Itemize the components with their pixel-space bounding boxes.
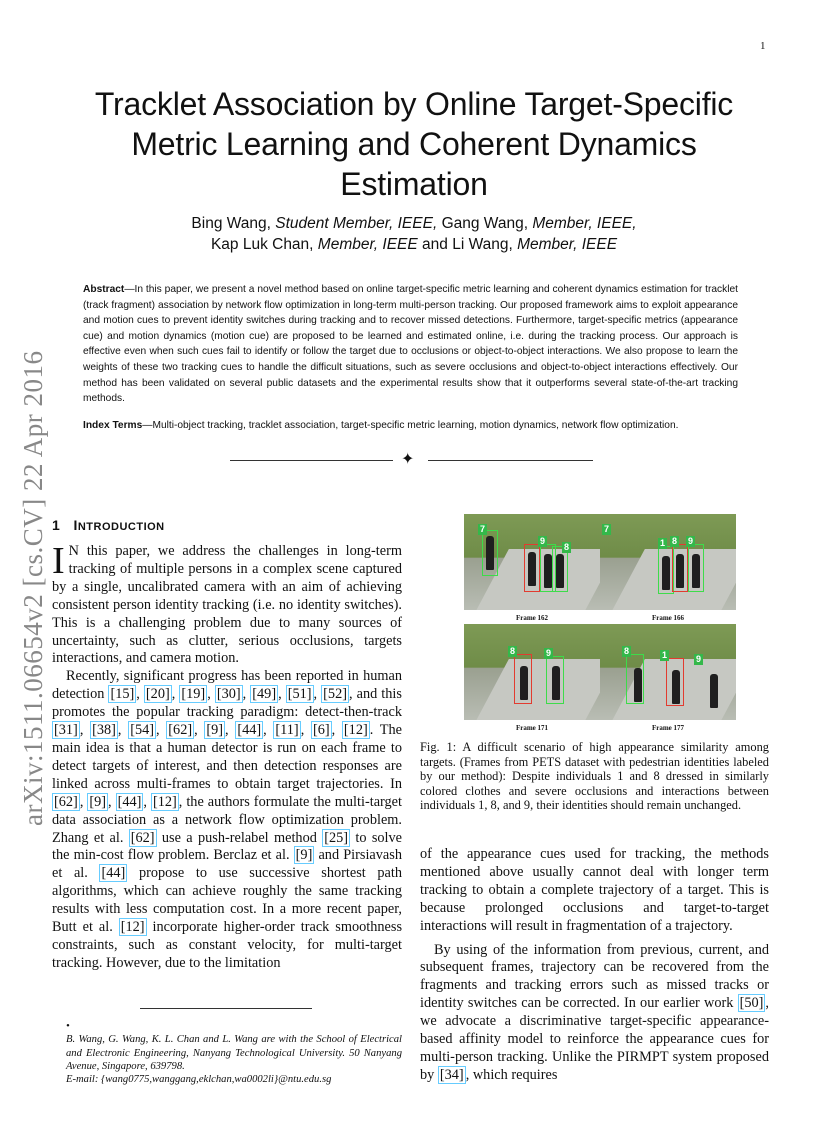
citation-link[interactable]: [9] xyxy=(206,722,224,739)
figure-caption: Fig. 1: A difficult scenario of high appearance similarity among targets. (Frames from PETS dataset with pedestrian identities labeled by our method): Despite individuals 1 and 8 dressed in similarly colored clothes and severe occlusions and interactions between individuals 1, 8, and 9, their identities should remain unchanged. xyxy=(420,740,769,813)
paragraph-text: , and this promotes the popular tracking paradigm: detect-then-track xyxy=(52,686,402,721)
section-title-initial: I xyxy=(73,517,78,533)
author-role: Student Member, IEEE, xyxy=(275,215,438,232)
index-terms-label: Index Terms xyxy=(83,420,143,431)
track-id-label: 8 xyxy=(510,646,516,656)
track-id-label: 1 xyxy=(660,538,666,548)
footnote-rule xyxy=(140,1008,312,1009)
footnote-bullet: • xyxy=(66,1021,70,1032)
author-role: Member, IEEE, xyxy=(532,215,637,232)
citation-link[interactable]: [12] xyxy=(343,722,368,739)
track-id-label: 8 xyxy=(672,536,678,546)
left-column xyxy=(52,540,403,973)
citation-link[interactable]: [44] xyxy=(117,793,142,810)
video-frame xyxy=(600,624,736,720)
divider-star-icon: ✦ xyxy=(401,451,415,468)
title-line: Estimation xyxy=(340,166,488,202)
citation-link[interactable]: [34] xyxy=(439,1066,464,1083)
paragraph-text: , we advocate a discriminative target-specific appearance-based affinity model to reinforce the appearance cues for multi-person tracking. Unlike the PIRMPT system proposed by xyxy=(420,995,769,1083)
abstract-text: —In this paper, we present a novel method based on online target-specific metric learning and coherent dynamics estimation for tracklet (track fragment) association by network flow optimization in long-term multi-person tracking. Our proposed framework aims to exploit appearance and motion cues to prevent identity switches during tracking and to recover missed detections. Furthermore, target-specific metrics (appearance cue) and motion dynamics (motion cue) are proposed to be learned and estimated online, i.e. during the tracking process. Our approach is effective even when such cues fail to identify or follow the target due to occlusions or object-to-object interactions. We also propose to learn the weights of these two tracking cues to handle the difficult situations, such as severe occlusions and object-to-object interactions effectively. Our method has been validated on several public datasets and the experimental results show that it outperforms several state-of-the-art tracking methods. xyxy=(83,284,738,405)
citation-link[interactable]: [25] xyxy=(324,829,349,846)
author-name: Kap Luk Chan, xyxy=(210,236,318,253)
track-id-label: 9 xyxy=(540,536,546,546)
body-paragraph: of the appearance cues used for tracking, the methods mentioned above usually cannot deal with longer term tracking to obtain a complete trajectory of a target. This is because prolonged occlusions and target-to-target interactions will result in fragmentation of a trajectory. xyxy=(420,846,769,934)
frame-label: Frame 177 xyxy=(651,724,685,732)
section-number: 1 xyxy=(52,517,61,533)
abstract xyxy=(83,282,738,407)
divider-line xyxy=(230,460,393,461)
paper-title xyxy=(40,84,788,204)
citation-link[interactable]: [49] xyxy=(252,686,277,703)
figure-1 xyxy=(420,512,770,732)
drop-cap: I xyxy=(52,540,65,582)
citation-link[interactable]: [62] xyxy=(54,793,78,810)
section-heading xyxy=(52,517,165,533)
author-line-2 xyxy=(60,234,768,255)
video-frame xyxy=(464,514,600,610)
page-number: 1 xyxy=(760,40,766,52)
citation-link[interactable]: [62] xyxy=(168,722,193,739)
citation-link[interactable]: [6] xyxy=(312,722,330,739)
divider-line xyxy=(428,460,593,461)
paragraph-text: By using of the information from previous, current, and subsequent frames, trajectory can be recovered from the fragments and tracking errors such as missed tracks or identity switches can be corrected. In our earlier work xyxy=(420,941,769,1012)
track-id-label: 9 xyxy=(688,536,694,546)
index-terms-text: —Multi-object tracking, tracklet association, target-specific metric learning, motion dynamics, network flow optimization. xyxy=(142,420,679,431)
footnote-email: E-mail: {wang0775,wanggang,eklchan,wa0002li}@ntu.edu.sg xyxy=(66,1074,332,1086)
abstract-label: Abstract xyxy=(83,284,125,295)
index-terms xyxy=(83,418,738,434)
paragraph-text: Recently, significant progress has been reported in human detection xyxy=(52,668,402,703)
author-list xyxy=(60,213,768,255)
citation-link[interactable]: [11] xyxy=(275,722,299,739)
frame-label: Frame 171 xyxy=(515,724,549,732)
bounding-box xyxy=(524,544,540,592)
arxiv-identifier[interactable]: arXiv:1511.06654v2 [cs.CV] 22 Apr 2016 xyxy=(18,350,48,826)
title-line: Metric Learning and Coherent Dynamics xyxy=(131,126,697,162)
paragraph-text: , which requires xyxy=(465,1066,558,1083)
video-frame xyxy=(600,514,736,610)
citation-link[interactable]: [31] xyxy=(54,722,78,739)
paragraph-text: incorporate higher-order track smoothness constraints, such as constant velocity, for multi-target tracking. However, due to the limitation xyxy=(52,919,403,971)
citation-link[interactable]: [19] xyxy=(181,686,206,703)
footnote-affiliation: B. Wang, G. Wang, K. L. Chan and L. Wang are with the School of Electrical and Electronic Engineering, Nanyang Technological University. 50 Nanyang Avenue, Singapore, 639798. xyxy=(66,1034,402,1072)
track-id-label: 7 xyxy=(604,524,610,534)
author-role: Member, IEEE xyxy=(317,236,418,253)
citation-link[interactable]: [44] xyxy=(101,865,126,882)
track-id-label: 8 xyxy=(624,646,630,656)
citation-link[interactable]: [30] xyxy=(216,686,241,703)
video-frame xyxy=(464,624,600,720)
drop-cap-lead: N xyxy=(68,543,79,559)
citation-link[interactable]: [54] xyxy=(130,722,155,739)
body-paragraph xyxy=(420,942,769,1085)
title-line: Tracklet Association by Online Target-Specific xyxy=(94,86,734,122)
author-line-1 xyxy=(60,213,768,234)
citation-link[interactable]: [50] xyxy=(739,995,764,1012)
bounding-box xyxy=(482,530,498,576)
paragraph-text: . The main idea is that a human detector is run on each frame to detect targets of interest, and then detection responses are linked across multi-frames to obtain target trajectories. In xyxy=(52,722,402,792)
paragraph-text: , the authors formulate the multi-target data association as a network flow optimization problem. Zhang et al. xyxy=(52,793,403,846)
track-id-label: 9 xyxy=(546,648,552,658)
paragraph-text: and Pirsiavash et al. xyxy=(52,847,402,882)
footnote xyxy=(66,1020,402,1086)
citation-link[interactable]: [12] xyxy=(120,919,145,936)
right-column xyxy=(420,846,769,1085)
paragraph-text: to solve the min-cost flow problem. Berclaz et al. xyxy=(52,829,402,864)
track-id-label: 1 xyxy=(662,650,668,660)
paragraph-text: propose to use successive shortest path algorithms, which can achieve roughly the same tracking results with less computation cost. In a more recent paper, Butt et al. xyxy=(52,865,402,936)
citation-link[interactable]: [51] xyxy=(287,686,312,703)
citation-link[interactable]: [38] xyxy=(92,722,116,739)
author-role: Member, IEEE xyxy=(517,236,618,253)
section-title-rest: NTRODUCTION xyxy=(77,521,165,533)
author-name: Gang Wang, xyxy=(437,215,533,232)
citation-link[interactable]: [44] xyxy=(237,722,262,739)
track-id-label: 8 xyxy=(564,542,570,552)
citation-link[interactable]: [9] xyxy=(89,793,107,810)
citation-link[interactable]: [12] xyxy=(152,793,177,810)
author-name: Bing Wang, xyxy=(191,215,276,232)
track-id-label: 9 xyxy=(696,654,702,664)
frame-label: Frame 162 xyxy=(515,614,549,622)
citation-link[interactable]: [20] xyxy=(145,686,170,703)
paragraph-text: use a push-relabel method xyxy=(156,829,323,846)
author-name: and Li Wang, xyxy=(417,236,518,253)
citation-link[interactable]: [15] xyxy=(110,686,135,703)
intro-paragraph-2: Recently, significant progress has been reported in human detection [15] , [20] , [19] , [30] , [49] , [51] , [52] , and this promotes the popular tracking paradigm: detect-then-track [31] , [38] , [54] , [62] , [9] , [44] , [11] , [6] , [12] . The main idea is that a human detector is run on each frame to detect targets of interest, and then detection responses are linked across multi-frames to obtain target trajectories. In [62] , [9] , [44] , [12] , the authors formulate the multi-target data association as a network flow optimization problem. Zhang et al. [62] use a push-relabel method [25] to solve the min-cost flow problem. Berclaz et al. [9] and Pirsiavash et al. [44] propose to use successive shortest path algorithms, which can achieve roughly the same tracking results with less computation cost. In a more recent paper, Butt et al. [12] incorporate higher-order track smoothness constraints, such as constant velocity, for multi-target tracking. However, due to the limitation xyxy=(52,668,403,971)
intro-paragraph-1 xyxy=(52,540,402,668)
track-id-label: 7 xyxy=(480,524,486,534)
citation-link[interactable]: [62] xyxy=(130,829,155,846)
frame-label: Frame 166 xyxy=(651,614,685,622)
paragraph-text: this paper, we address the challenges in long-term tracking of multiple persons in a complex scene captured by a single, uncalibrated camera with an aim of achieving consistent person identity tracking (i.e. no identity switches). This is a challenging problem due to many sources of uncertainty, such as clutter, serious occlusions, targets interactions, and camera motion. xyxy=(52,543,402,667)
citation-link[interactable]: [9] xyxy=(295,847,313,864)
citation-link[interactable]: [52] xyxy=(323,686,347,703)
